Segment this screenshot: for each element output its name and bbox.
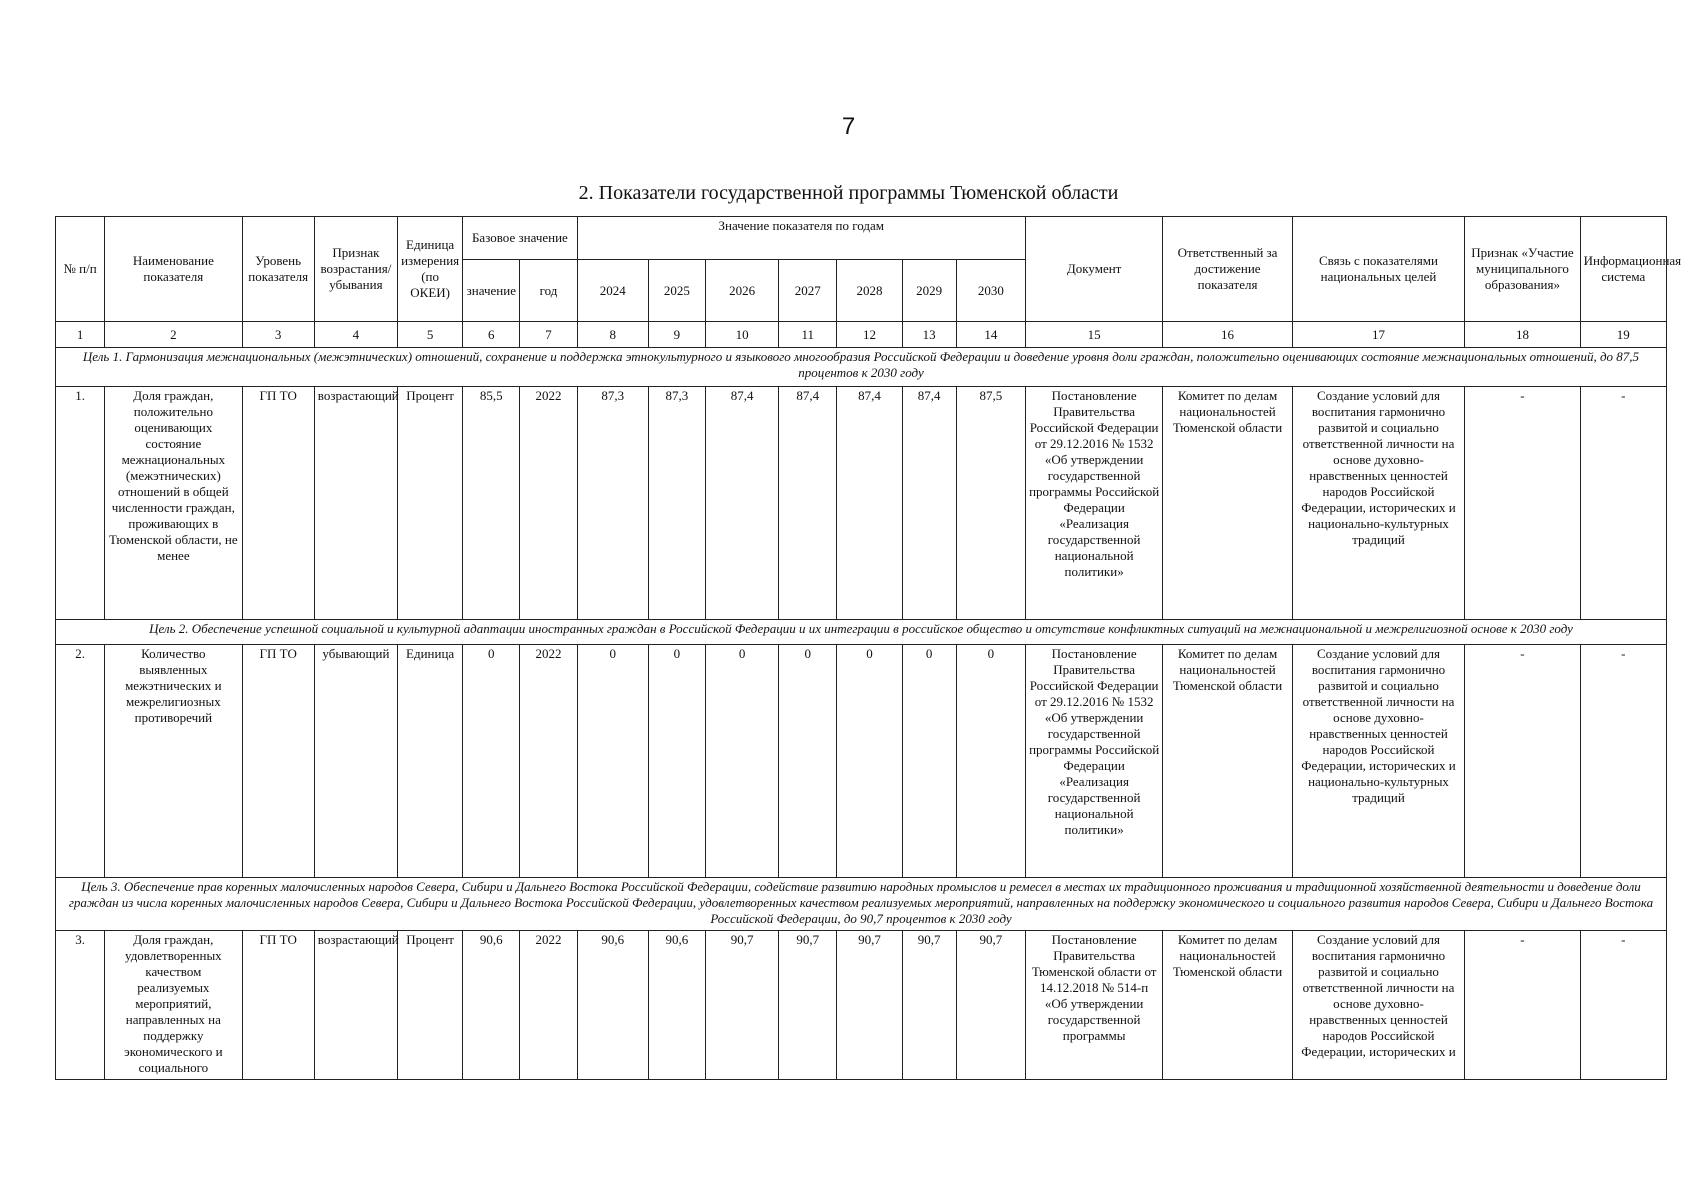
header-year: 2027: [779, 260, 837, 322]
header-responsible: Ответственный за достижение показателя: [1163, 217, 1292, 322]
column-number: 1: [56, 322, 105, 348]
year-value: 0: [837, 645, 902, 878]
column-number: 19: [1580, 322, 1666, 348]
municipal-cell: -: [1465, 387, 1580, 620]
info-system-cell: -: [1580, 931, 1666, 1080]
info-system-cell: -: [1580, 387, 1666, 620]
indicator-level: ГП ТО: [242, 645, 314, 878]
column-number: 14: [956, 322, 1025, 348]
year-value: 0: [902, 645, 956, 878]
year-value: 87,3: [577, 387, 648, 620]
column-number: 3: [242, 322, 314, 348]
header-year: 2024: [577, 260, 648, 322]
document-cell: Постановление Правительства Тюменской области от 14.12.2018 № 514-п «Об утверждении государственной программы: [1025, 931, 1162, 1080]
year-value: 90,6: [648, 931, 705, 1080]
header-unit: Единица измерения (по ОКЕИ): [398, 217, 463, 322]
municipal-cell: -: [1465, 931, 1580, 1080]
indicator-sign: возрастающий: [314, 387, 397, 620]
year-value: 0: [779, 645, 837, 878]
base-year: 2022: [520, 645, 577, 878]
responsible-cell: Комитет по делам национальностей Тюменской области: [1163, 931, 1292, 1080]
year-value: 87,4: [705, 387, 778, 620]
year-value: 87,4: [779, 387, 837, 620]
year-value: 87,3: [648, 387, 705, 620]
column-number: 17: [1292, 322, 1465, 348]
year-value: 0: [956, 645, 1025, 878]
goal-row: Цель 2. Обеспечение успешной социальной и культурной адаптации иностранных граждан в Российской Федерации и их интеграции в российское общество и отсутствие конфликтных ситуаций на межнациональной и межрелигиозной основе к 2030 году: [56, 620, 1667, 645]
base-year: 2022: [520, 387, 577, 620]
page-number: 7: [841, 113, 856, 140]
indicator-unit: Процент: [398, 931, 463, 1080]
table-title: 2. Показатели государственной программы Тюменской области: [578, 182, 1119, 204]
header-base-value: значение: [463, 260, 520, 322]
column-number: 5: [398, 322, 463, 348]
column-number: 15: [1025, 322, 1162, 348]
row-number: 1.: [56, 387, 105, 620]
link-cell: Создание условий для воспитания гармонично развитой и социально ответственной личности на основе духовно-нравственных ценностей народов Российской Федерации, исторических и национально-культурных традиций: [1292, 387, 1465, 620]
column-number: 7: [520, 322, 577, 348]
base-value: 0: [463, 645, 520, 878]
header-base-year: год: [520, 260, 577, 322]
header-municipal: Признак «Участие муниципального образования»: [1465, 217, 1580, 322]
year-value: 87,4: [902, 387, 956, 620]
base-value: 90,6: [463, 931, 520, 1080]
indicator-sign: возрастающий: [314, 931, 397, 1080]
header-year: 2029: [902, 260, 956, 322]
link-cell: Создание условий для воспитания гармонично развитой и социально ответственной личности на основе духовно-нравственных ценностей народов Российской Федерации, исторических и национально-культурных традиций: [1292, 645, 1465, 878]
header-year: 2025: [648, 260, 705, 322]
year-value: 87,4: [837, 387, 902, 620]
header-base: Базовое значение: [463, 217, 577, 260]
year-value: 90,7: [779, 931, 837, 1080]
responsible-cell: Комитет по делам национальностей Тюменской области: [1163, 387, 1292, 620]
header-name: Наименование показателя: [105, 217, 242, 322]
year-value: 90,6: [577, 931, 648, 1080]
table-row: [56, 931, 1667, 1080]
indicator-name: Доля граждан, удовлетворенных качеством реализуемых мероприятий, направленных на поддержку экономического и социального: [105, 931, 242, 1080]
indicator-name: Количество выявленных межэтнических и межрелигиозных противоречий: [105, 645, 242, 878]
column-number: 10: [705, 322, 778, 348]
year-value: 90,7: [837, 931, 902, 1080]
header-year: 2028: [837, 260, 902, 322]
municipal-cell: -: [1465, 645, 1580, 878]
table-row: [56, 645, 1667, 878]
table-row: [56, 387, 1667, 620]
indicators-table: [55, 216, 1682, 1080]
info-system-cell: -: [1580, 645, 1666, 878]
year-value: 90,7: [902, 931, 956, 1080]
year-value: 90,7: [705, 931, 778, 1080]
column-number: 6: [463, 322, 520, 348]
indicator-name: Доля граждан, положительно оценивающих состояние межнациональных (межэтнических) отношений в общей численности граждан, проживающих в Тюменской области, не менее: [105, 387, 242, 620]
year-value: 87,5: [956, 387, 1025, 620]
indicator-sign: убывающий: [314, 645, 397, 878]
document-cell: Постановление Правительства Российской Федерации от 29.12.2016 № 1532 «Об утверждении государственной программы Российской Федерации «Реализация государственной национальной политики»: [1025, 387, 1162, 620]
year-value: 0: [648, 645, 705, 878]
link-cell: Создание условий для воспитания гармонично развитой и социально ответственной личности на основе духовно-нравственных ценностей народов Российской Федерации, исторических и: [1292, 931, 1465, 1080]
indicator-level: ГП ТО: [242, 931, 314, 1080]
column-number: 8: [577, 322, 648, 348]
row-number: 2.: [56, 645, 105, 878]
responsible-cell: Комитет по делам национальностей Тюменской области: [1163, 645, 1292, 878]
goal-row: Цель 3. Обеспечение прав коренных малочисленных народов Севера, Сибири и Дальнего Востока Российской Федерации, содействие развитию народных промыслов и ремесел в местах их традиционного проживания и традиционной хозяйственной деятельности и доведение доли граждан из числа коренных малочисленных народов Севера, Сибири и Дальнего Востока Российской Федерации, удовлетворенных качеством реализуемых мероприятий, направленных на поддержку экономического и социального развития народов Севера, Сибири и Дальнего Востока Российской Федерации, до 90,7 процентов к 2030 году: [56, 878, 1667, 931]
base-value: 85,5: [463, 387, 520, 620]
year-value: 90,7: [956, 931, 1025, 1080]
header-sign: Признак возрастания/ убывания: [314, 217, 397, 322]
column-number: 4: [314, 322, 397, 348]
document-cell: Постановление Правительства Российской Федерации от 29.12.2016 № 1532 «Об утверждении государственной программы Российской Федерации «Реализация государственной национальной политики»: [1025, 645, 1162, 878]
column-number: 16: [1163, 322, 1292, 348]
header-year: 2026: [705, 260, 778, 322]
year-value: 0: [577, 645, 648, 878]
indicator-level: ГП ТО: [242, 387, 314, 620]
column-number: 9: [648, 322, 705, 348]
year-value: 0: [705, 645, 778, 878]
header-link: Связь с показателями национальных целей: [1292, 217, 1465, 322]
header-level: Уровень показателя: [242, 217, 314, 322]
indicator-unit: Единица: [398, 645, 463, 878]
row-number: 3.: [56, 931, 105, 1080]
column-number: 18: [1465, 322, 1580, 348]
column-number: 11: [779, 322, 837, 348]
header-year: 2030: [956, 260, 1025, 322]
base-year: 2022: [520, 931, 577, 1080]
column-number: 2: [105, 322, 242, 348]
header-no: № п/п: [56, 217, 105, 322]
column-number: 12: [837, 322, 902, 348]
header-document: Документ: [1025, 217, 1162, 322]
header-info-system: Информационная система: [1580, 217, 1666, 322]
indicator-unit: Процент: [398, 387, 463, 620]
column-number: 13: [902, 322, 956, 348]
header-values-by-year: Значение показателя по годам: [577, 217, 1025, 260]
goal-row: Цель 1. Гармонизация межнациональных (межэтнических) отношений, сохранение и поддержка этнокультурного и языкового многообразия Российской Федерации и доведение уровня доли граждан, положительно оценивающих состояние межнациональных отношений, до 87,5 процентов к 2030 году: [56, 348, 1667, 387]
